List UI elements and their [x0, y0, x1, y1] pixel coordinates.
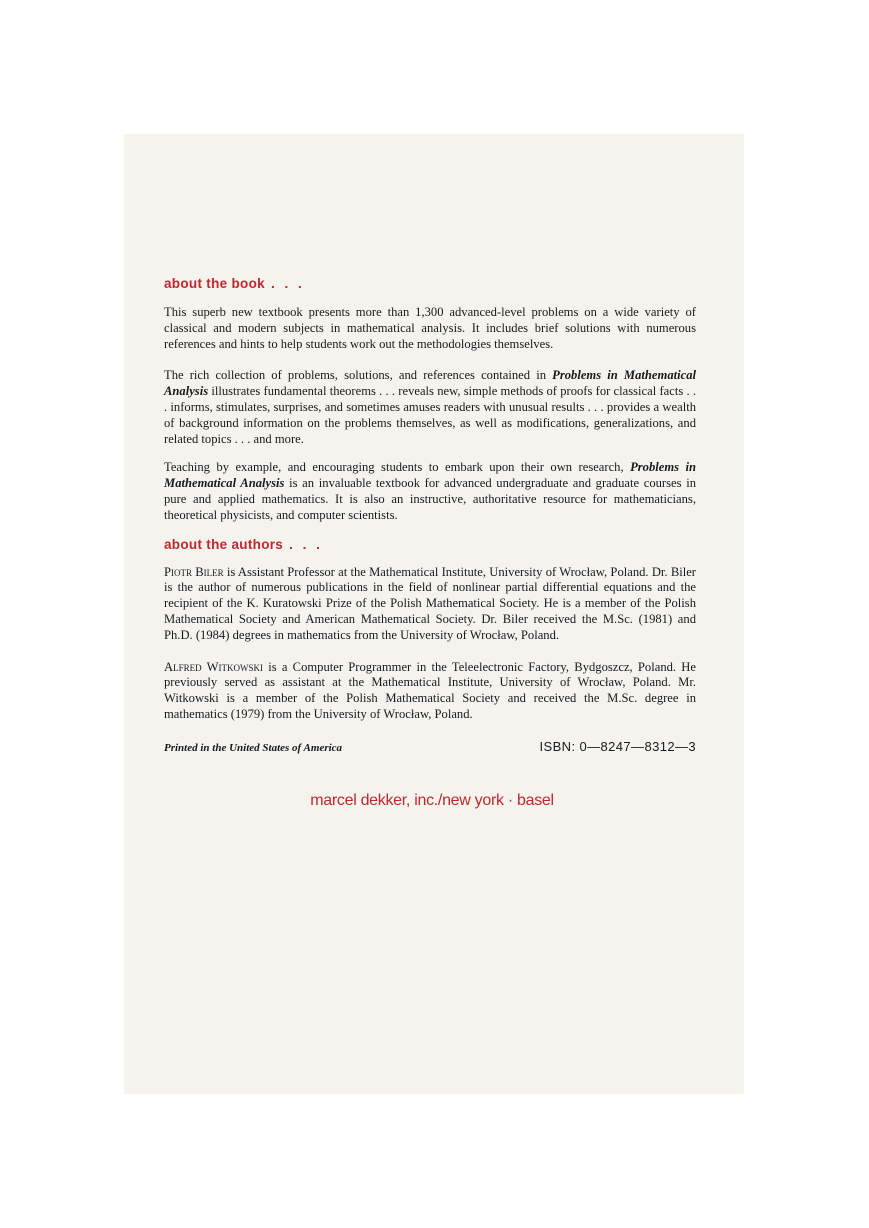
imprint-row — [164, 739, 696, 754]
about-book-paragraph-3: Teaching by example, and encouraging students to embark upon their own research, Problems in Mathematical Analysis is an invaluable textbook for advanced undergraduate and graduate courses in pure and applied mathematics. It is also an instructive, authoritative resource for mathematicians, theoretical physicists, and computer scientists. — [164, 460, 697, 522]
book-title: Problems in Mathematical Analysis — [164, 368, 697, 399]
book-title: Problems in Mathematical Analysis — [164, 460, 697, 491]
cover-content — [164, 276, 696, 810]
isbn: ISBN: 0—8247—8312—3 — [539, 738, 696, 754]
author-bio-biler: Piotr Biler is Assistant Professor at the Mathematical Institute, University of Wrocław, Poland. Dr. Biler is the author of numerous publications in the field of nonlinear partial differential equations and the recipient of the K. Kuratowski Prize of the Polish Mathematical Society. He is a member of the Polish Mathematical Society and American Mathematical Society. Dr. Biler received the M.Sc. (1981) and Ph.D. (1984) degrees in mathematics from the University of Wrocław, Poland. — [164, 564, 696, 642]
publisher-line: marcel dekker, inc./new york · basel — [310, 791, 554, 809]
about-authors-heading: about the authors . . . — [164, 536, 323, 552]
about-book-paragraph-2: The rich collection of problems, solutions, and references contained in Problems in Mathematical Analysis illustrates fundamental theorems . . . reveals new, simple methods of proofs for classical facts . . . informs, stimulates, surprises, and sometimes amuses readers with unusual results . . . provides a wealth of background information on the problems themselves, as well as modifications, generalizations, and related topics . . . and more. — [164, 368, 697, 446]
about-book-heading: about the book . . . — [164, 276, 305, 291]
author-name: Alfred Witkowski — [164, 659, 263, 674]
back-cover — [124, 134, 744, 1094]
author-bio-witkowski: Alfred Witkowski is a Computer Programmer in the Teleelectronic Factory, Bydgoszcz, Poland. He previously served as assistant at the Mathematical Institute, University of Wrocław, Poland. Mr. Witkowski is a member of the Polish Mathematical Society and received the M.Sc. degree in mathematics (1979) from the University of Wrocław, Poland. — [164, 659, 696, 721]
printed-in-notice: Printed in the United States of America — [164, 741, 343, 754]
author-name: Piotr Biler — [164, 564, 224, 579]
about-book-paragraph-1: This superb new textbook presents more than 1,300 advanced-level problems on a wide variety of classical and modern subjects in mathematical analysis. It includes brief solutions with numerous references and hints to help students work out the methodologies themselves. — [164, 305, 696, 351]
